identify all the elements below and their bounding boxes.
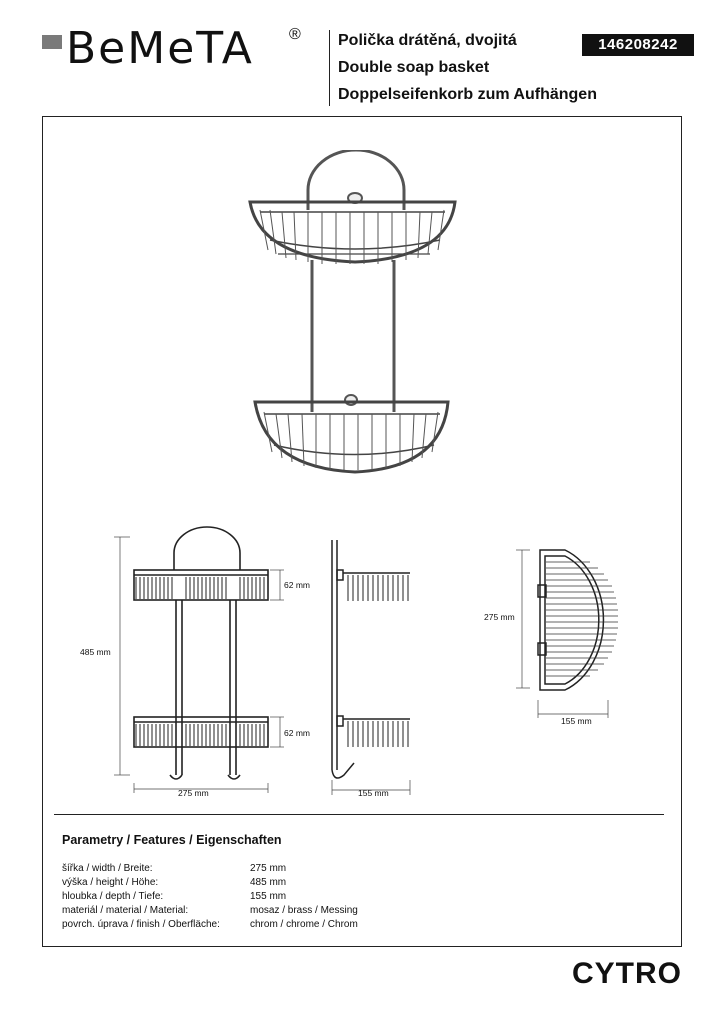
feature-value-height: 485 mm — [250, 877, 287, 888]
dim-plan-depth: 155 mm — [561, 716, 592, 726]
dim-width: 275 mm — [178, 788, 209, 798]
product-code-badge: 146208242 — [582, 34, 694, 56]
feature-value-material: mosaz / brass / Messing — [250, 905, 358, 916]
feature-label-depth: hloubka / depth / Tiefe: — [62, 891, 164, 902]
header-divider — [329, 30, 330, 106]
dim-total-height: 485 mm — [80, 647, 111, 657]
product-illustration — [230, 150, 480, 490]
dim-depth-side: 155 mm — [358, 788, 389, 798]
brand-logo: BeMeTA — [66, 23, 254, 74]
features-divider — [54, 814, 664, 815]
dim-basket-height-top: 62 mm — [284, 580, 310, 590]
feature-label-height: výška / height / Höhe: — [62, 877, 159, 888]
title-de: Doppelseifenkorb zum Aufhängen — [338, 86, 597, 103]
plan-view-drawing — [500, 540, 630, 725]
registered-mark: ® — [289, 26, 301, 43]
title-en: Double soap basket — [338, 59, 490, 76]
product-name: CYTRO — [572, 957, 682, 990]
front-view-drawing — [70, 525, 320, 805]
feature-value-depth: 155 mm — [250, 891, 287, 902]
features-title: Parametry / Features / Eigenschaften — [62, 833, 282, 847]
feature-label-width: šířka / width / Breite: — [62, 863, 153, 874]
feature-value-width: 275 mm — [250, 863, 287, 874]
feature-label-finish: povrch. úprava / finish / Oberfläche: — [62, 919, 220, 930]
feature-label-material: materiál / material / Material: — [62, 905, 189, 916]
feature-value-finish: chrom / chrome / Chrom — [250, 919, 358, 930]
product-titles — [338, 27, 597, 108]
side-view-drawing — [320, 535, 420, 805]
dim-plan-width: 275 mm — [484, 612, 515, 622]
logo-mark — [42, 35, 62, 49]
title-cz: Polička drátěná, dvojitá — [338, 32, 517, 49]
dim-basket-height-bottom: 62 mm — [284, 728, 310, 738]
